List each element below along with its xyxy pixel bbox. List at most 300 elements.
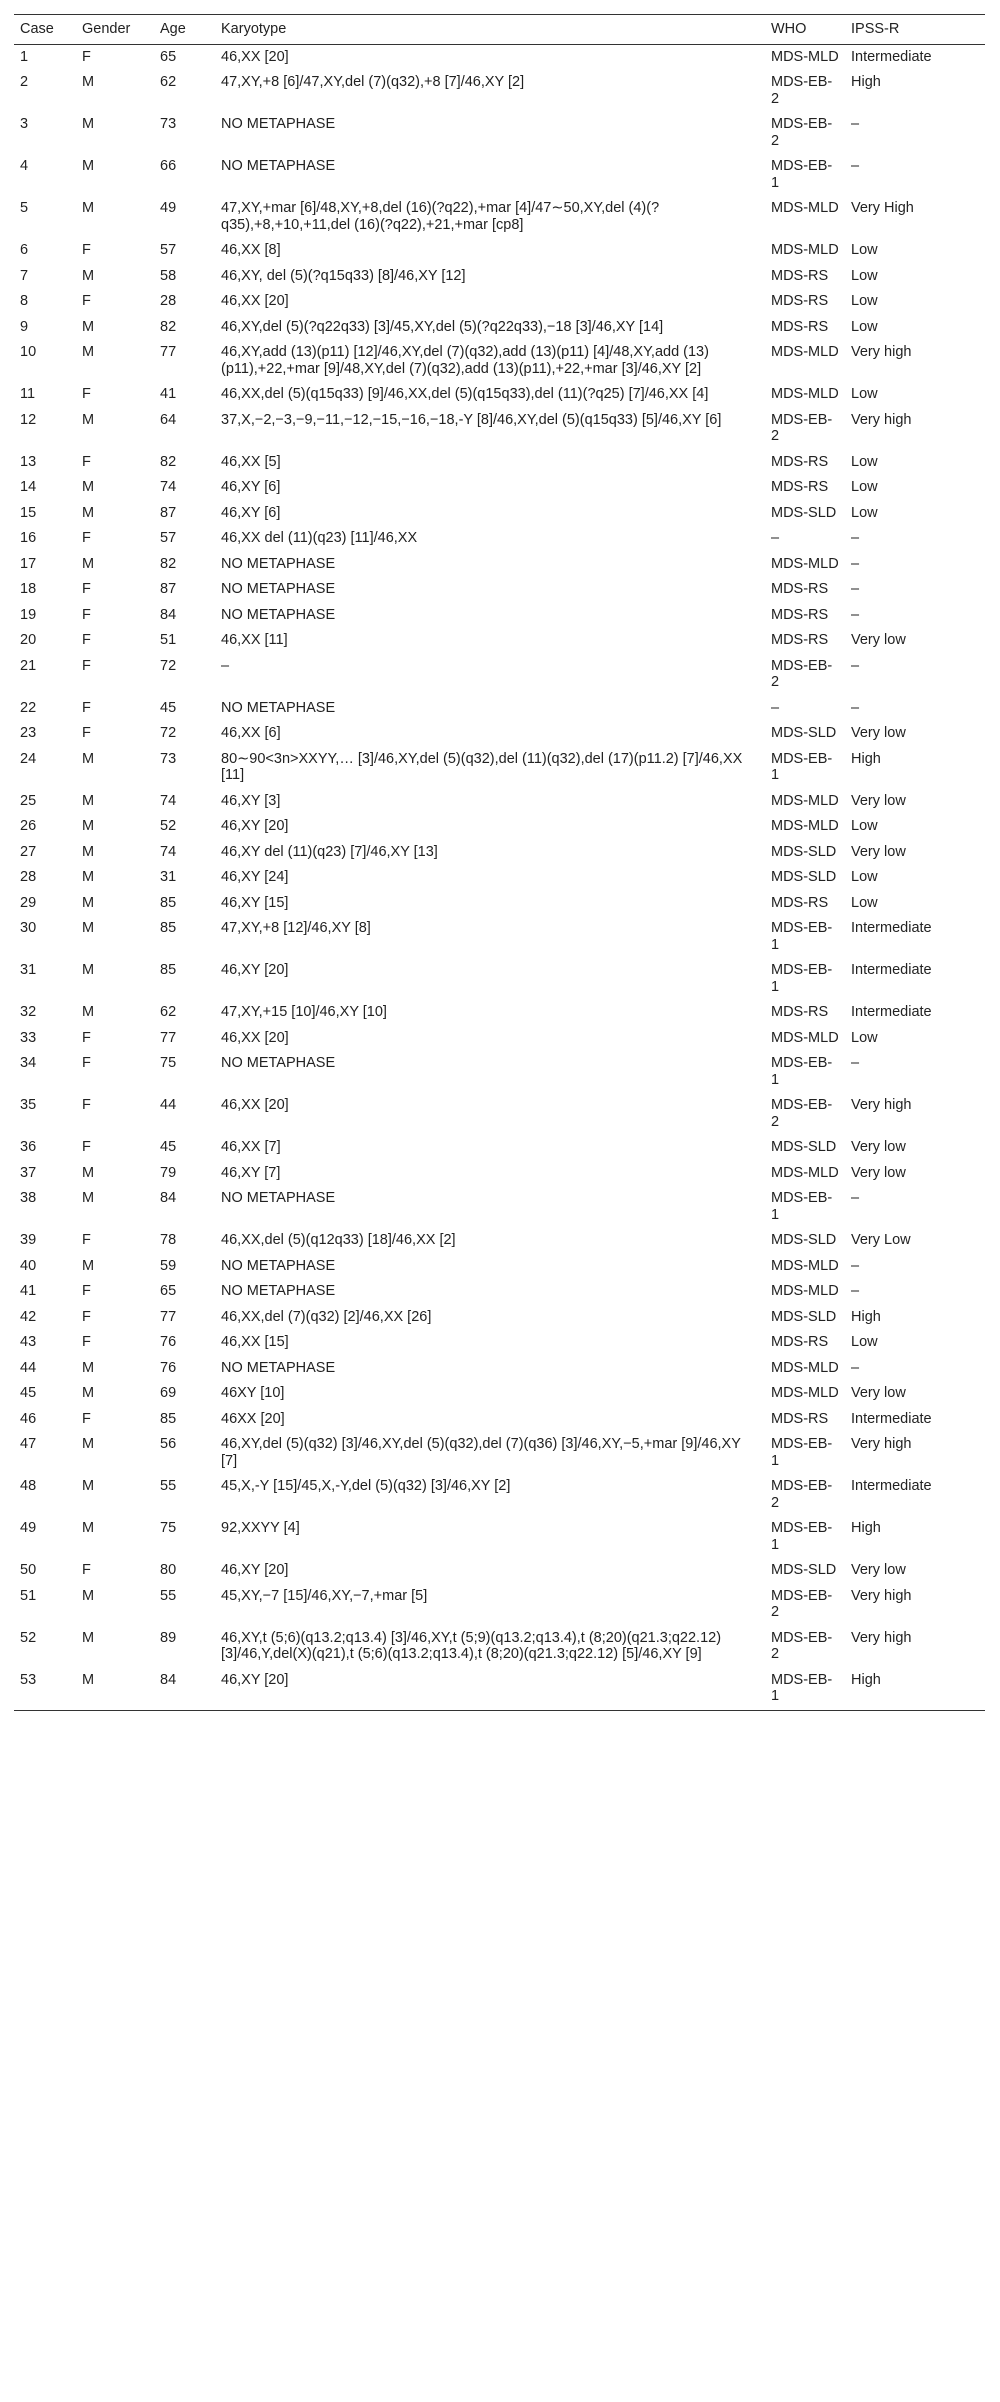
gender-cell: M: [82, 344, 95, 360]
karyotype-cell: 46,XX [15]: [221, 1334, 289, 1350]
karyotype-cell: 47,XY,+mar [6]/48,XY,+8,del (16)(?q22),+mar [4]/47∼50,XY,del (4)(?q35),+8,+10,+11,del (16)(?q22),+21,+mar [cp8]: [221, 200, 660, 233]
who-cell: MDS-SLD: [771, 725, 837, 741]
table-row: [14, 747, 985, 789]
karyotype-cell: 46,XY,add (13)(p11) [12]/46,XY,del (7)(q32),add (13)(p11) [4]/48,XY,add (13)(p11),+22,+mar [9]/48,XY,del (7)(q32),add (13)(p11),+22,+mar [3]/46,XY [2]: [221, 344, 709, 377]
karyotype-cell: 46,XY [6]: [221, 504, 281, 521]
table-row: [14, 1407, 985, 1433]
who-cell: MDS-EB-1: [771, 962, 833, 995]
case-cell: 22: [20, 699, 37, 716]
case-cell: 29: [20, 894, 37, 911]
case-cell: 37: [20, 1164, 37, 1181]
age-cell: 82: [160, 453, 177, 470]
who-cell: MDS-EB-2: [771, 411, 833, 444]
age-cell: 59: [160, 1257, 177, 1274]
ipss-r-cell: Low: [851, 453, 878, 470]
who-cell: MDS-EB-2: [771, 1097, 833, 1130]
gender-cell: F: [82, 581, 91, 597]
gender-cell: M: [82, 1004, 95, 1020]
karyotype-cell: 80∼90<3n>XXYY,… [3]/46,XY,del (5)(q32),del (11)(q32),del (17)(p11.2) [7]/46,XX [11]: [221, 750, 743, 783]
karyotype-cell: –: [221, 657, 230, 674]
table-row: [14, 450, 985, 476]
age-cell: 57: [160, 530, 177, 546]
table-row: [14, 1626, 985, 1668]
gender-cell: M: [76, 1668, 154, 1711]
gender-cell: F: [82, 1055, 91, 1071]
karyotype-cell: 46,XY [6]: [221, 479, 281, 495]
ipss-r-cell: Very low: [851, 1139, 906, 1155]
age-cell: 76: [160, 1359, 177, 1376]
who-cell: MDS-SLD: [771, 1139, 837, 1155]
table-row: [14, 315, 985, 341]
table-row: [14, 891, 985, 917]
table-row: [14, 1330, 985, 1356]
gender-cell: F: [82, 1334, 91, 1350]
who-cell: MDS-MLD: [771, 1029, 839, 1046]
ipss-r-cell: Very low: [851, 725, 906, 741]
ipss-r-cell: –: [851, 657, 860, 674]
gender-cell: F: [82, 657, 91, 674]
gender-cell: M: [82, 1478, 95, 1494]
who-cell: MDS-RS: [771, 1004, 829, 1020]
karyotype-cell: 46,XY [3]: [221, 792, 281, 809]
table-row: [14, 475, 985, 501]
case-cell: 25: [20, 792, 37, 809]
ipss-r-cell: Low: [851, 242, 878, 258]
header-age: Age: [154, 15, 215, 45]
table-row: [14, 577, 985, 603]
who-cell: MDS-MLD: [771, 1385, 839, 1401]
gender-cell: F: [82, 386, 91, 402]
case-cell: 45: [20, 1385, 37, 1401]
gender-cell: M: [82, 267, 95, 284]
who-cell: MDS-MLD: [771, 818, 839, 834]
ipss-r-cell: Intermediate: [851, 1410, 932, 1427]
table-row: [14, 112, 985, 154]
table-row: [14, 1026, 985, 1052]
gender-cell: F: [82, 1029, 91, 1046]
header-gender: Gender: [76, 15, 154, 45]
karyotype-cell: 46,XY [20]: [221, 1562, 289, 1578]
table-row: [14, 1135, 985, 1161]
gender-cell: F: [82, 1410, 91, 1427]
gender-cell: M: [82, 843, 95, 860]
karyotype-cell: 46,XY, del (5)(?q15q33) [8]/46,XY [12]: [221, 267, 466, 284]
table-row: [14, 1558, 985, 1584]
age-cell: 74: [160, 479, 177, 495]
who-cell: MDS-MLD: [771, 792, 839, 809]
gender-cell: F: [82, 725, 91, 741]
karyotype-cell: 46,XY [15]: [221, 894, 289, 911]
age-cell: 72: [160, 657, 177, 674]
age-cell: 64: [160, 411, 177, 428]
age-cell: 69: [160, 1385, 177, 1401]
who-cell: MDS-EB-2: [771, 1629, 833, 1662]
table-row: [14, 340, 985, 382]
ipss-r-cell: Very high: [851, 344, 912, 360]
who-cell: MDS-SLD: [771, 869, 837, 885]
karyotype-cell: 46,XY [7]: [221, 1164, 281, 1181]
age-cell: 55: [160, 1478, 177, 1494]
age-cell: 75: [160, 1055, 177, 1071]
case-cell: 53: [14, 1668, 76, 1711]
table-row: [14, 1161, 985, 1187]
case-cell: 34: [20, 1055, 37, 1071]
age-cell: 58: [160, 267, 177, 284]
gender-cell: M: [82, 158, 95, 174]
karyotype-cell: 46,XX [7]: [221, 1139, 281, 1155]
ipss-r-cell: –: [851, 606, 860, 623]
who-cell: MDS-RS: [771, 1410, 829, 1427]
ipss-r-cell: Low: [851, 869, 878, 885]
gender-cell: M: [82, 894, 95, 911]
karyotype-cell: 46,XX del (11)(q23) [11]/46,XX: [221, 530, 418, 546]
gender-cell: F: [82, 606, 91, 623]
who-cell: MDS-RS: [771, 632, 829, 648]
karyotype-cell: 46,XX,del (7)(q32) [2]/46,XX [26]: [221, 1308, 432, 1325]
who-cell: MDS-RS: [771, 479, 829, 495]
ipss-r-cell: Very high: [851, 1097, 912, 1113]
case-cell: 50: [20, 1562, 37, 1578]
who-cell: MDS-MLD: [771, 1283, 839, 1299]
table-row: [14, 958, 985, 1000]
case-cell: 48: [20, 1478, 37, 1494]
case-cell: 28: [20, 869, 37, 885]
karyotype-cell: 45,X,-Y [15]/45,X,-Y,del (5)(q32) [3]/46,XY [2]: [221, 1478, 511, 1494]
table-row: [14, 552, 985, 578]
age-cell: 65: [160, 48, 177, 65]
ipss-r-cell: –: [851, 581, 860, 597]
case-cell: 40: [20, 1257, 37, 1274]
who-cell: MDS-EB-1: [771, 750, 833, 783]
who-cell: MDS-RS: [771, 581, 829, 597]
ipss-r-cell: High: [851, 750, 881, 767]
karyotype-cell: 46,XY,t (5;6)(q13.2;q13.4) [3]/46,XY,t (5;9)(q13.2;q13.4),t (8;20)(q21.3;q22.12) [3]/46,Y,del(X)(q21),t (5;6)(q13.2;q13.4),t (8;20)(q21.3;q22.12) [5]/46,XY [9]: [221, 1629, 722, 1662]
karyotype-cell: NO METAPHASE: [221, 699, 336, 716]
ipss-r-cell: –: [851, 1283, 860, 1299]
ipss-r-cell: –: [851, 699, 860, 716]
gender-cell: M: [82, 1587, 95, 1604]
age-cell: 56: [160, 1436, 177, 1452]
gender-cell: M: [82, 750, 95, 767]
who-cell: MDS-MLD: [771, 200, 839, 216]
karyotype-cell: 46XX [20]: [221, 1410, 285, 1427]
age-cell: 77: [160, 344, 177, 360]
age-cell: 74: [160, 843, 177, 860]
ipss-r-cell: Low: [851, 267, 878, 284]
karyotype-cell: 47,XY,+8 [6]/47,XY,del (7)(q32),+8 [7]/46,XY [2]: [221, 74, 525, 90]
ipss-r-cell: High: [851, 1308, 881, 1325]
gender-cell: M: [82, 869, 95, 885]
gender-cell: F: [82, 699, 91, 716]
case-cell: 13: [20, 453, 37, 470]
gender-cell: M: [82, 504, 95, 521]
gender-cell: F: [82, 1232, 91, 1248]
ipss-r-cell: Low: [851, 479, 878, 495]
ipss-r-cell: Low: [851, 1029, 878, 1046]
ipss-r-cell: Low: [851, 386, 878, 402]
table-row: [14, 603, 985, 629]
who-cell: MDS-SLD: [771, 1562, 837, 1578]
table-row: [14, 721, 985, 747]
ipss-r-cell: Very low: [851, 1562, 906, 1578]
table-row: [14, 1668, 985, 1711]
table-row: [14, 1051, 985, 1093]
who-cell: MDS-RS: [771, 606, 829, 623]
karyotype-cell: 46,XX [20]: [221, 1097, 289, 1113]
gender-cell: M: [82, 1629, 95, 1646]
age-cell: 84: [154, 1668, 215, 1711]
ipss-r-cell: Very Low: [851, 1232, 911, 1248]
ipss-r-cell: Very low: [851, 1385, 906, 1401]
gender-cell: M: [82, 1164, 95, 1181]
who-cell: MDS-EB-1: [771, 158, 833, 191]
who-cell: MDS-MLD: [771, 242, 839, 258]
ipss-r-cell: Low: [851, 504, 878, 521]
ipss-r-cell: –: [851, 530, 860, 546]
case-cell: 51: [20, 1587, 37, 1604]
karyotype-cell: 46,XX,del (5)(q15q33) [9]/46,XX,del (5)(q15q33),del (11)(?q25) [7]/46,XX [4]: [221, 386, 709, 402]
case-cell: 18: [20, 581, 37, 597]
karyotype-cell: 92,XXYY [4]: [221, 1520, 300, 1536]
karyotype-cell: NO METAPHASE: [221, 158, 336, 174]
case-cell: 10: [20, 344, 37, 360]
age-cell: 82: [160, 318, 177, 335]
karyotype-cell: 47,XY,+15 [10]/46,XY [10]: [221, 1004, 387, 1020]
ipss-r-cell: Low: [851, 894, 878, 911]
age-cell: 78: [160, 1232, 177, 1248]
case-cell: 19: [20, 606, 37, 623]
case-cell: 46: [20, 1410, 37, 1427]
ipss-r-cell: Intermediate: [851, 920, 932, 936]
table-row: [14, 289, 985, 315]
table-row: [14, 1584, 985, 1626]
ipss-r-cell: –: [851, 1359, 860, 1376]
gender-cell: M: [82, 116, 95, 132]
karyotype-cell: NO METAPHASE: [221, 606, 336, 623]
age-cell: 77: [160, 1308, 177, 1325]
ipss-r-cell: –: [851, 1055, 860, 1071]
age-cell: 84: [160, 1190, 177, 1206]
who-cell: MDS-SLD: [771, 504, 837, 521]
table-row: [14, 501, 985, 527]
karyotype-cell: 46,XX [20]: [221, 48, 289, 65]
age-cell: 41: [160, 386, 177, 402]
gender-cell: F: [82, 1308, 91, 1325]
table-row: [14, 865, 985, 891]
table-row: [14, 789, 985, 815]
who-cell: MDS-MLD: [771, 1257, 839, 1274]
who-cell: MDS-EB-1: [771, 1190, 833, 1223]
who-cell: MDS-EB-1: [771, 920, 833, 953]
age-cell: 85: [160, 962, 177, 978]
case-cell: 11: [20, 386, 36, 402]
gender-cell: M: [82, 318, 95, 335]
case-cell: 47: [20, 1436, 37, 1452]
case-cell: 30: [20, 920, 37, 936]
who-cell: MDS-SLD: [771, 843, 837, 860]
table-row: [14, 1474, 985, 1516]
ipss-r-cell: Low: [851, 318, 878, 335]
who-cell: MDS-RS: [771, 293, 829, 309]
case-cell: 27: [20, 843, 37, 860]
case-cell: 39: [20, 1232, 37, 1248]
age-cell: 80: [160, 1562, 177, 1578]
table-row: [14, 44, 985, 70]
age-cell: 73: [160, 750, 177, 767]
case-cell: 35: [20, 1097, 37, 1113]
who-cell: MDS-MLD: [771, 344, 839, 360]
age-cell: 55: [160, 1587, 177, 1604]
who-cell: MDS-RS: [771, 894, 829, 911]
ipss-r-cell: High: [851, 74, 881, 90]
gender-cell: M: [82, 792, 95, 809]
gender-cell: F: [82, 1283, 91, 1299]
gender-cell: M: [82, 1436, 95, 1452]
karyotype-cell: NO METAPHASE: [221, 1257, 336, 1274]
gender-cell: F: [82, 48, 91, 65]
table-row: [14, 1432, 985, 1474]
gender-cell: F: [82, 530, 91, 546]
table-row: [14, 840, 985, 866]
case-cell: 44: [20, 1359, 37, 1376]
gender-cell: M: [82, 962, 95, 978]
ipss-r-cell: Low: [851, 818, 878, 834]
table-row: [14, 154, 985, 196]
gender-cell: M: [82, 74, 95, 90]
karyotype-cell: 46,XY [24]: [221, 869, 289, 885]
ipss-r-cell: Very low: [851, 632, 906, 648]
age-cell: 75: [160, 1520, 177, 1536]
case-cell: 32: [20, 1004, 37, 1020]
age-cell: 51: [160, 632, 177, 648]
age-cell: 77: [160, 1029, 177, 1046]
table-row: [14, 264, 985, 290]
case-cell: 3: [20, 116, 29, 132]
table-row: [14, 1279, 985, 1305]
table-row: [14, 1228, 985, 1254]
gender-cell: M: [82, 818, 95, 834]
who-cell: MDS-EB-1: [765, 1668, 845, 1711]
who-cell: MDS-EB-1: [771, 1055, 833, 1088]
header-row: [14, 15, 985, 45]
who-cell: MDS-MLD: [771, 555, 839, 572]
who-cell: MDS-EB-1: [771, 1520, 833, 1553]
gender-cell: F: [82, 242, 91, 258]
gender-cell: M: [82, 200, 95, 216]
who-cell: MDS-RS: [771, 267, 829, 284]
gender-cell: M: [82, 920, 95, 936]
age-cell: 45: [160, 1139, 177, 1155]
case-cell: 8: [20, 293, 29, 309]
table-row: [14, 70, 985, 112]
age-cell: 79: [160, 1164, 177, 1181]
ipss-r-cell: Very high: [851, 1587, 912, 1604]
case-cell: 42: [20, 1308, 37, 1325]
case-cell: 4: [20, 158, 29, 174]
header-ipss-r: IPSS-R: [845, 15, 985, 45]
table-row: [14, 408, 985, 450]
table-row: [14, 382, 985, 408]
case-cell: 5: [20, 200, 29, 216]
case-cell: 24: [20, 750, 37, 767]
karyotype-cell: 37,X,−2,−3,−9,−11,−12,−15,−16,−18,-Y [8]/46,XY,del (5)(q15q33) [5]/46,XY [6]: [221, 411, 722, 428]
case-cell: 23: [20, 725, 37, 741]
case-cell: 6: [20, 242, 29, 258]
ipss-r-cell: –: [851, 555, 860, 572]
karyotype-cell: 46XY [10]: [221, 1385, 285, 1401]
case-cell: 36: [20, 1139, 37, 1155]
who-cell: MDS-MLD: [771, 1359, 839, 1376]
karyotype-cell: 46,XY [20]: [215, 1668, 765, 1711]
karyotype-cell: 47,XY,+8 [12]/46,XY [8]: [221, 920, 371, 936]
age-cell: 89: [160, 1629, 177, 1646]
gender-cell: M: [82, 1385, 95, 1401]
karyotype-table-container: [14, 14, 985, 1711]
table-row: [14, 238, 985, 264]
age-cell: 72: [160, 725, 177, 741]
ipss-r-cell: –: [851, 1257, 860, 1274]
ipss-r-cell: High: [851, 1520, 881, 1536]
age-cell: 44: [160, 1097, 177, 1113]
table-row: [14, 1356, 985, 1382]
gender-cell: F: [82, 632, 91, 648]
table-header: [14, 15, 985, 45]
case-cell: 38: [20, 1190, 37, 1206]
age-cell: 73: [160, 116, 177, 132]
case-cell: 15: [20, 504, 37, 521]
ipss-r-cell: Very high: [851, 1436, 912, 1452]
gender-cell: M: [82, 1520, 95, 1536]
table-row: [14, 1093, 985, 1135]
ipss-r-cell: –: [851, 116, 860, 132]
case-cell: 49: [20, 1520, 37, 1536]
table-row: [14, 654, 985, 696]
karyotype-cell: 45,XY,−7 [15]/46,XY,−7,+mar [5]: [221, 1587, 428, 1604]
ipss-r-cell: Very High: [851, 200, 914, 216]
karyotype-cell: 46,XX [5]: [221, 453, 281, 470]
age-cell: 57: [160, 242, 177, 258]
table-row: [14, 1381, 985, 1407]
age-cell: 85: [160, 920, 177, 936]
who-cell: –: [771, 530, 780, 546]
age-cell: 84: [160, 606, 177, 623]
ipss-r-cell: –: [851, 1190, 860, 1206]
karyotype-cell: NO METAPHASE: [221, 1190, 336, 1206]
ipss-r-cell: Intermediate: [851, 1478, 932, 1494]
case-cell: 12: [20, 411, 37, 428]
gender-cell: M: [82, 1359, 95, 1376]
age-cell: 76: [160, 1334, 177, 1350]
case-cell: 7: [20, 267, 29, 284]
gender-cell: M: [82, 555, 95, 572]
age-cell: 52: [160, 818, 177, 834]
gender-cell: F: [82, 293, 91, 309]
karyotype-cell: 46,XX [8]: [221, 242, 281, 258]
table-row: [14, 1000, 985, 1026]
case-cell: 21: [20, 657, 37, 674]
who-cell: MDS-RS: [771, 318, 829, 335]
table-row: [14, 814, 985, 840]
ipss-r-cell: Very low: [851, 792, 906, 809]
case-cell: 41: [20, 1283, 37, 1299]
karyotype-cell: 46,XY [20]: [221, 818, 289, 834]
table-row: [14, 196, 985, 238]
age-cell: 66: [160, 158, 177, 174]
age-cell: 85: [160, 1410, 177, 1427]
who-cell: MDS-MLD: [771, 48, 839, 65]
ipss-r-cell: Very high: [851, 411, 912, 428]
ipss-r-cell: Low: [851, 293, 878, 309]
